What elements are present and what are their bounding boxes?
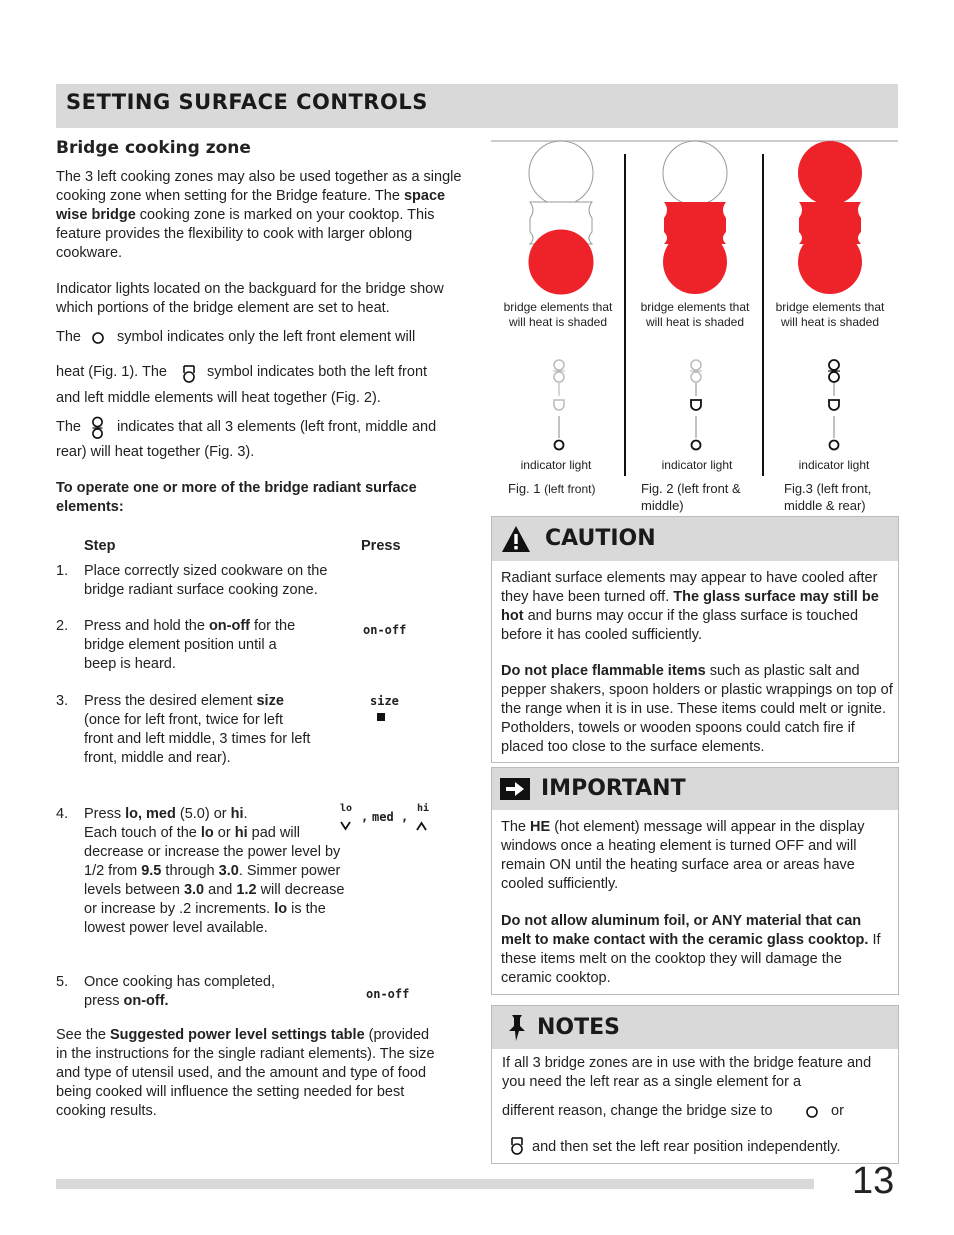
step-text: [84, 617, 304, 674]
figure-description: (left front): [544, 482, 596, 496]
indicator-light-fig2-icon: [687, 358, 705, 453]
pad-separator: ,: [361, 810, 369, 824]
step-text-part: (5.0) or: [175, 806, 231, 822]
step-text-bold: hi: [230, 806, 244, 822]
caution-header: [492, 517, 898, 561]
figure-heat-label: bridge elements that will heat is shaded: [503, 300, 613, 329]
important-text-3: If these items melt on the cooktop they will damage the ceramic cooktop.: [501, 932, 881, 986]
step-text-part: Press the desired element: [84, 693, 257, 709]
step-text-bold: lo: [274, 901, 288, 917]
step-text-bold: 9.5: [141, 863, 162, 879]
caution-text-3: such as plastic salt and pepper shakers, spoon holders or plastic wrappings on top of the range when it is in use. These items could melt or ignite. Potholders, towels or wooden spoons could catch fire if placed too close to the surface elements.: [501, 663, 893, 755]
see-table-bold: Suggested power level settings table: [110, 1027, 365, 1043]
caution-text-2: and burns may occur if the glass surface is touched before it has cooled sufficiently.: [501, 608, 859, 643]
figure-description: (left front, middle & rear): [784, 481, 872, 513]
step-text-part: Press: [84, 806, 126, 822]
step-text-part: is the lowest power level available.: [84, 901, 326, 936]
footer-bar: [56, 1179, 814, 1189]
intro-paragraph-1: [56, 168, 466, 263]
figure-caption: [784, 480, 892, 514]
size-pad-label: size: [370, 694, 399, 708]
chevron-up-icon: [416, 821, 427, 831]
notes-or: or: [831, 1103, 844, 1119]
notes-title: NOTES: [537, 1015, 620, 1040]
notes-paragraph-1: If all 3 bridge zones are in use with the bridge feature and you need the left rear as a single element for a: [502, 1055, 872, 1090]
symbol-line-1: [56, 328, 81, 347]
step-text: [84, 805, 346, 938]
symbol-text: The: [56, 329, 81, 345]
warning-icon: [501, 525, 531, 553]
indicator-light-fig1-icon: [550, 358, 568, 453]
caution-title: CAUTION: [545, 526, 656, 551]
symbol-line-3b: indicates that all 3 elements (left front, middle and: [117, 419, 437, 435]
notes-header: [492, 1006, 898, 1049]
med-pad-label: med: [372, 810, 394, 824]
page-number: 13: [852, 1160, 895, 1202]
caution-paragraph-2: [501, 662, 894, 757]
step-column-header: Step: [84, 538, 116, 554]
notes-paragraph-3: and then set the left rear position independently.: [532, 1139, 841, 1155]
important-paragraph-2: [501, 912, 894, 988]
caution-text: Radiant surface elements may appear to have cooled after they have been turned off.: [501, 570, 878, 605]
figure-number: Fig.3: [784, 481, 817, 496]
symbol-line-2b: symbol indicates both the left front: [207, 364, 428, 380]
step-text-part: for the bridge element position until a beep is heard.: [84, 618, 296, 672]
step-number: 2.: [56, 618, 69, 634]
important-text: The: [501, 819, 531, 835]
arrow-right-icon: [500, 778, 530, 800]
single-ring-icon: [805, 1105, 819, 1119]
step-text-part: (once for left front, twice for left front and left middle, 3 times for left front, middle and rear).: [84, 712, 311, 766]
indicator-light-label: indicator light: [798, 458, 870, 472]
step-number: 3.: [56, 693, 69, 709]
symbol-line-1b: symbol indicates only the left front element will: [117, 329, 416, 345]
important-paragraph-1: [501, 818, 894, 894]
step-text-part: Once cooking has completed, press: [84, 974, 276, 1009]
figure-divider: [624, 154, 626, 476]
caution-box: [491, 516, 899, 763]
caution-paragraph-1: [501, 569, 894, 645]
bridge-element-diagram-fig1: [526, 140, 596, 295]
caution-bold: The glass surface may still be hot: [501, 589, 879, 624]
step-text-bold: 1.2: [236, 882, 257, 898]
step-number: 1.: [56, 563, 69, 579]
step-text: [84, 973, 284, 1011]
section-subtitle: Bridge cooking zone: [56, 138, 251, 158]
lo-pad-label: lo: [340, 803, 353, 814]
triple-ring-icon: [90, 416, 105, 440]
step-text-bold: lo, med: [125, 806, 176, 822]
step-text-part: . Simmer power levels between: [84, 863, 341, 898]
bridge-element-diagram-fig2: [660, 140, 730, 295]
press-column-header: Press: [361, 538, 401, 554]
on-off-pad-label: on-off: [366, 987, 410, 1001]
step-text-bold: lo: [200, 825, 214, 841]
size-pad-square-icon: [377, 713, 385, 721]
step-text: [84, 692, 314, 768]
step-text-part: .: [243, 806, 248, 822]
notes-paragraph-2: different reason, change the bridge size to: [502, 1103, 773, 1119]
step-number: 5.: [56, 974, 69, 990]
intro-paragraph-2: Indicator lights located on the backguard for the bridge show which portions of the bridge element are set to heat.: [56, 281, 444, 316]
double-ring-icon: [510, 1136, 524, 1156]
pad-separator: ,: [401, 810, 409, 824]
chevron-down-icon: [340, 821, 351, 831]
operate-heading: To operate one or more of the bridge radiant surface elements:: [56, 480, 417, 515]
step-text-part: and: [204, 882, 237, 898]
step-text-bold: hi: [234, 825, 248, 841]
double-ring-icon: [182, 364, 196, 384]
figure-description: (left front & middle): [641, 481, 741, 513]
symbol-line-2: heat (Fig. 1). The: [56, 364, 167, 380]
important-text-2: (hot element) message will appear in the display windows once a heating element is turned OFF and will remain ON until the heating surface area or areas have cooled sufficiently.: [501, 819, 865, 892]
bridge-element-diagram-fig3: [795, 140, 865, 295]
see-table-text: See the: [56, 1027, 111, 1043]
step-text-part: pad will decrease or increase the power level by 1/2 from: [84, 825, 341, 879]
figure-heat-label: bridge elements that will heat is shaded: [640, 300, 750, 329]
intro-text-2: cooking zone is marked on your cooktop. This feature provides the flexibility to cook with larger oblong cookware.: [56, 207, 435, 261]
step-text-part: Each touch of the: [84, 825, 201, 841]
figure-divider: [762, 154, 764, 476]
caution-bold: Do not place flammable items: [501, 663, 706, 679]
see-table-text-2: (provided in the instructions for the single radiant elements). The size and type of utensil used, and the amount and type of food being cooked will influence the setting needed for best cooking results.: [56, 1027, 435, 1119]
see-table-paragraph: [56, 1026, 441, 1121]
step-text: Place correctly sized cookware on the bridge radiant surface cooking zone.: [84, 563, 328, 598]
important-bold: Do not allow aluminum foil, or ANY material that can melt to make contact with the ceramic glass cooktop.: [501, 913, 869, 948]
indicator-light-label: indicator light: [661, 458, 733, 472]
on-off-pad-label: on-off: [363, 623, 407, 637]
notes-box: [491, 1005, 899, 1164]
step-text-bold: size: [256, 693, 284, 709]
single-ring-icon: [91, 331, 105, 345]
symbol-line-3c: rear) will heat together (Fig. 3).: [56, 444, 255, 460]
step-text-bold: on-off: [208, 618, 251, 634]
figure-caption: [641, 480, 753, 514]
hi-pad-label: hi: [417, 803, 430, 814]
important-bold: HE: [530, 819, 551, 835]
step-text-bold: on-off.: [123, 993, 169, 1009]
symbol-line-2c: and left middle elements will heat together (Fig. 2).: [56, 390, 381, 406]
indicator-light-label: indicator light: [520, 458, 592, 472]
intro-bold: space wise bridge: [56, 188, 446, 223]
step-text-part: through: [161, 863, 219, 879]
step-text-bold: 3.0: [183, 882, 205, 898]
step-text-part: or: [213, 825, 235, 841]
important-box: [491, 767, 899, 995]
page-title: SETTING SURFACE CONTROLS: [66, 90, 428, 114]
pushpin-icon: [508, 1014, 528, 1042]
indicator-light-fig3-icon: [825, 358, 843, 453]
step-text-part: Press and hold the: [84, 618, 209, 634]
important-header: [492, 768, 898, 810]
important-title: IMPORTANT: [541, 776, 686, 801]
figure-caption: [508, 481, 595, 496]
step-text-part: will decrease or increase by .2 increments.: [84, 882, 345, 917]
figure-number: Fig. 1: [508, 481, 545, 496]
intro-text: The 3 left cooking zones may also be used together as a single cooking zone when setting for the Bridge feature. The: [56, 169, 462, 204]
figure-heat-label: bridge elements that will heat is shaded: [775, 300, 885, 329]
figure-number: Fig. 2: [641, 481, 678, 496]
step-number: 4.: [56, 806, 69, 822]
step-text-bold: 3.0: [218, 863, 239, 879]
symbol-line-3: The: [56, 419, 81, 435]
